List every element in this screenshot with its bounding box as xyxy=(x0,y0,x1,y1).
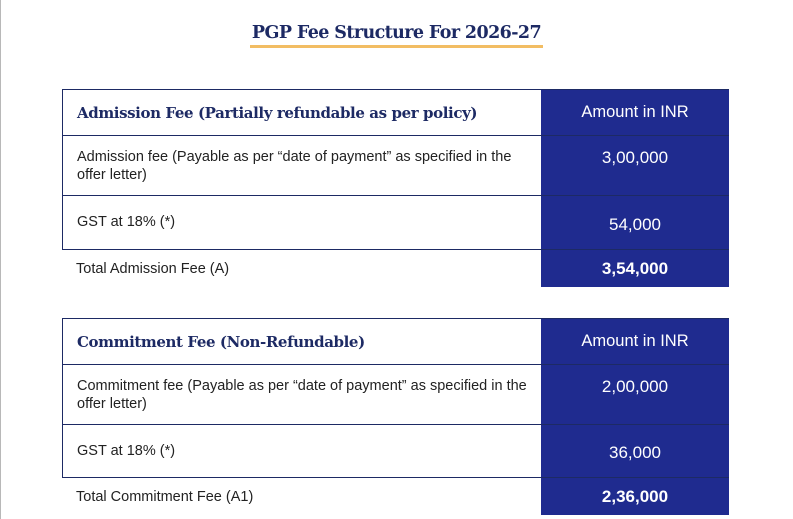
total-row xyxy=(62,478,729,515)
admission-fee-amount: 3,00,000 xyxy=(601,148,669,167)
admission-fee-row-label: Admission fee (Payable as per “date of payment” as specified in the offer letter) xyxy=(77,148,512,183)
title-wrapper xyxy=(0,22,793,48)
total-label-cell xyxy=(62,478,541,515)
total-label-cell xyxy=(62,250,541,287)
header-label-cell xyxy=(62,90,541,135)
total-commitment-fee-label: Total Commitment Fee (A1) xyxy=(76,488,254,505)
row-amount-cell xyxy=(541,136,729,195)
admission-fee-header: Admission Fee (Partially refundable as per policy) xyxy=(77,103,478,122)
total-row xyxy=(62,250,729,287)
commitment-fee-header: Commitment Fee (Non-Refundable) xyxy=(77,332,365,351)
table-row xyxy=(62,196,729,250)
page-left-edge xyxy=(0,0,1,519)
commitment-fee-row-label: Commitment fee (Payable as per “date of payment” as specified in the offer letter) xyxy=(77,377,527,412)
row-amount-cell xyxy=(541,425,729,477)
amount-header-cell xyxy=(541,319,729,364)
gst-row-label: GST at 18% (*) xyxy=(77,214,176,230)
total-amount-cell xyxy=(541,250,729,287)
row-label-cell xyxy=(62,136,541,195)
row-label-cell xyxy=(62,196,541,249)
gst-row-label: GST at 18% (*) xyxy=(77,443,176,459)
amount-header: Amount in INR xyxy=(581,332,689,350)
admission-fee-table xyxy=(62,89,729,287)
total-commitment-fee-amount: 2,36,000 xyxy=(601,486,669,506)
table-header-row xyxy=(62,318,729,365)
gst-amount: 54,000 xyxy=(609,214,661,234)
row-label-cell xyxy=(62,365,541,424)
page-title: PGP Fee Structure For 2026-27 xyxy=(250,22,543,48)
total-admission-fee-label: Total Admission Fee (A) xyxy=(76,260,230,277)
row-label-cell xyxy=(62,425,541,477)
table-row xyxy=(62,136,729,196)
total-amount-cell xyxy=(541,478,729,515)
commitment-fee-amount: 2,00,000 xyxy=(601,377,669,396)
row-amount-cell xyxy=(541,365,729,424)
gst-amount: 36,000 xyxy=(609,443,661,462)
header-label-cell xyxy=(62,319,541,364)
row-amount-cell xyxy=(541,196,729,249)
table-header-row xyxy=(62,89,729,136)
amount-header: Amount in INR xyxy=(581,103,689,121)
amount-header-cell xyxy=(541,90,729,135)
table-row xyxy=(62,425,729,478)
commitment-fee-table xyxy=(62,318,729,515)
total-admission-fee-amount: 3,54,000 xyxy=(601,258,669,278)
table-row xyxy=(62,365,729,425)
